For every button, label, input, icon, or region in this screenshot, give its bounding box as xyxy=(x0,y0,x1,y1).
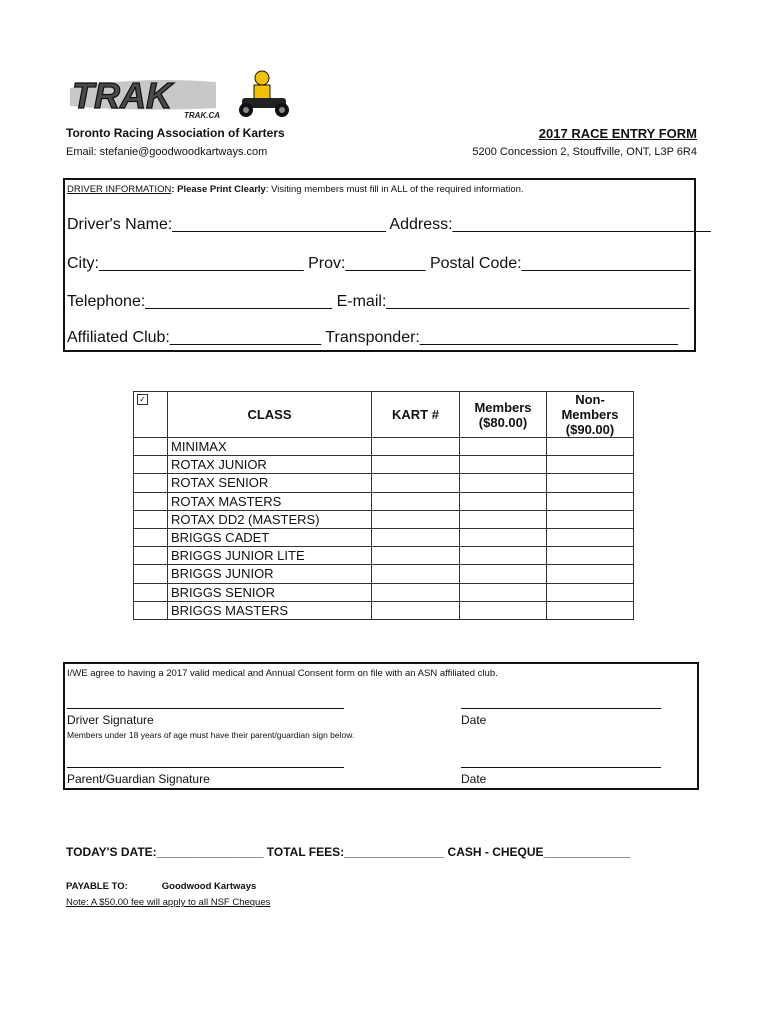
class-name: ROTAX SENIOR xyxy=(168,474,372,492)
members-fee-cell[interactable] xyxy=(460,547,547,565)
table-row xyxy=(134,565,634,583)
kart-column-header: KART # xyxy=(372,392,460,438)
members-fee-header: Members ($80.00) xyxy=(460,392,547,438)
kart-number-cell[interactable] xyxy=(372,492,460,510)
table-row xyxy=(134,510,634,528)
kart-number-cell[interactable] xyxy=(372,474,460,492)
table-row xyxy=(134,492,634,510)
kart-logo-icon xyxy=(66,68,306,124)
class-checkbox-cell[interactable] xyxy=(134,438,168,456)
class-table xyxy=(133,391,634,620)
class-name: BRIGGS MASTERS xyxy=(168,601,372,619)
class-checkbox-cell[interactable] xyxy=(134,456,168,474)
todays-date-fees-line[interactable]: TODAY'S DATE:________________ TOTAL FEES:_______________ CASH - CHEQUE_____________ xyxy=(66,845,631,859)
class-checkbox-cell[interactable] xyxy=(134,474,168,492)
table-row xyxy=(134,547,634,565)
table-row xyxy=(134,438,634,456)
class-name: BRIGGS JUNIOR xyxy=(168,565,372,583)
class-checkbox-cell[interactable] xyxy=(134,510,168,528)
payable-to-name: Goodwood Kartways xyxy=(161,881,257,892)
non-members-fee-cell[interactable] xyxy=(547,601,634,619)
driver-date-line[interactable] xyxy=(461,708,661,709)
table-row xyxy=(134,601,634,619)
class-checkbox-cell[interactable] xyxy=(134,528,168,546)
payable-to-label: PAYABLE TO: xyxy=(66,881,128,892)
non-members-fee-cell[interactable] xyxy=(547,456,634,474)
logo-subtext: TRAK.CA xyxy=(184,111,220,120)
class-checkbox-cell[interactable] xyxy=(134,547,168,565)
class-name: BRIGGS JUNIOR LITE xyxy=(168,547,372,565)
members-fee-cell[interactable] xyxy=(460,528,547,546)
non-members-fee-cell[interactable] xyxy=(547,547,634,565)
members-fee-cell[interactable] xyxy=(460,492,547,510)
class-checkbox-cell[interactable] xyxy=(134,583,168,601)
non-members-fee-cell[interactable] xyxy=(547,474,634,492)
kart-number-cell[interactable] xyxy=(372,456,460,474)
kart-number-cell[interactable] xyxy=(372,438,460,456)
driver-date-label: Date xyxy=(461,713,487,727)
non-members-fee-header xyxy=(547,392,634,438)
driver-info-instruction: : Visiting members must fill in ALL of the required information. xyxy=(265,184,524,195)
organization-address: 5200 Concession 2, Stouffville, ONT, L3P 6R4 xyxy=(472,146,697,158)
table-row xyxy=(134,474,634,492)
class-name: ROTAX JUNIOR xyxy=(168,456,372,474)
kart-number-cell[interactable] xyxy=(372,565,460,583)
driver-info-label: DRIVER INFORMATION xyxy=(67,184,172,195)
parent-signature-label: Parent/Guardian Signature xyxy=(67,772,210,786)
driver-info-instructions xyxy=(67,184,524,195)
driver-signature-label: Driver Signature xyxy=(67,713,154,727)
check-column-header xyxy=(134,392,168,438)
non-members-fee-cell[interactable] xyxy=(547,438,634,456)
checkbox-icon: ✓ xyxy=(137,394,148,405)
consent-agreement: I/WE agree to having a 2017 valid medical and Annual Consent form on file with an ASN affiliated club. xyxy=(67,668,498,679)
trak-logo xyxy=(66,68,306,124)
parent-date-line[interactable] xyxy=(461,767,661,768)
kart-number-cell[interactable] xyxy=(372,547,460,565)
class-table-header xyxy=(134,392,634,438)
kart-number-cell[interactable] xyxy=(372,583,460,601)
contact-email: Email: stefanie@goodwoodkartways.com xyxy=(66,146,268,158)
members-fee-cell[interactable] xyxy=(460,583,547,601)
members-fee-cell[interactable] xyxy=(460,510,547,528)
members-fee-cell[interactable] xyxy=(460,474,547,492)
members-fee-cell[interactable] xyxy=(460,565,547,583)
class-name: ROTAX MASTERS xyxy=(168,492,372,510)
driver-info-instruction-bold: : Please Print Clearly xyxy=(171,184,266,195)
club-transponder-fields[interactable]: Affiliated Club:_________________ Transponder:_____________________________ xyxy=(67,329,678,346)
non-members-fee-cell[interactable] xyxy=(547,510,634,528)
table-row xyxy=(134,583,634,601)
members-fee-cell[interactable] xyxy=(460,601,547,619)
members-fee-cell[interactable] xyxy=(460,438,547,456)
parent-date-label: Date xyxy=(461,772,487,786)
city-prov-postal-fields[interactable]: City:_______________________ Prov:_________ Postal Code:___________________ xyxy=(67,255,691,272)
class-checkbox-cell[interactable] xyxy=(134,492,168,510)
class-column-header: CLASS xyxy=(168,392,372,438)
table-row xyxy=(134,456,634,474)
kart-number-cell[interactable] xyxy=(372,601,460,619)
consent-section xyxy=(63,662,699,790)
nsf-note: Note: A $50.00 fee will apply to all NSF Cheques xyxy=(66,897,271,908)
class-name: ROTAX DD2 (MASTERS) xyxy=(168,510,372,528)
driver-signature-line[interactable] xyxy=(67,708,344,709)
driver-information-section xyxy=(63,178,711,352)
telephone-email-fields[interactable]: Telephone:_____________________ E-mail:__________________________________ xyxy=(67,293,689,310)
payable-to xyxy=(66,881,256,892)
logo-wordmark: TRAK xyxy=(72,75,172,116)
form-title: 2017 RACE ENTRY FORM xyxy=(538,126,697,141)
class-checkbox-cell[interactable] xyxy=(134,601,168,619)
class-name: BRIGGS SENIOR xyxy=(168,583,372,601)
non-members-fee-cell[interactable] xyxy=(547,492,634,510)
members-fee-cell[interactable] xyxy=(460,456,547,474)
class-name: MINIMAX xyxy=(168,438,372,456)
kart-number-cell[interactable] xyxy=(372,510,460,528)
non-members-fee-cell[interactable] xyxy=(547,583,634,601)
table-row xyxy=(134,528,634,546)
class-checkbox-cell[interactable] xyxy=(134,565,168,583)
kart-number-cell[interactable] xyxy=(372,528,460,546)
non-members-price: ($90.00) xyxy=(565,422,615,437)
non-members-fee-cell[interactable] xyxy=(547,565,634,583)
minor-note: Members under 18 years of age must have their parent/guardian sign below. xyxy=(67,730,355,740)
non-members-fee-cell[interactable] xyxy=(547,528,634,546)
class-name: BRIGGS CADET xyxy=(168,528,372,546)
parent-signature-line[interactable] xyxy=(67,767,344,768)
name-address-fields[interactable]: Driver's Name:________________________ Address:_____________________________ xyxy=(67,216,711,233)
organization-name: Toronto Racing Association of Karters xyxy=(66,126,285,140)
non-members-label: Non-Members xyxy=(561,392,619,422)
